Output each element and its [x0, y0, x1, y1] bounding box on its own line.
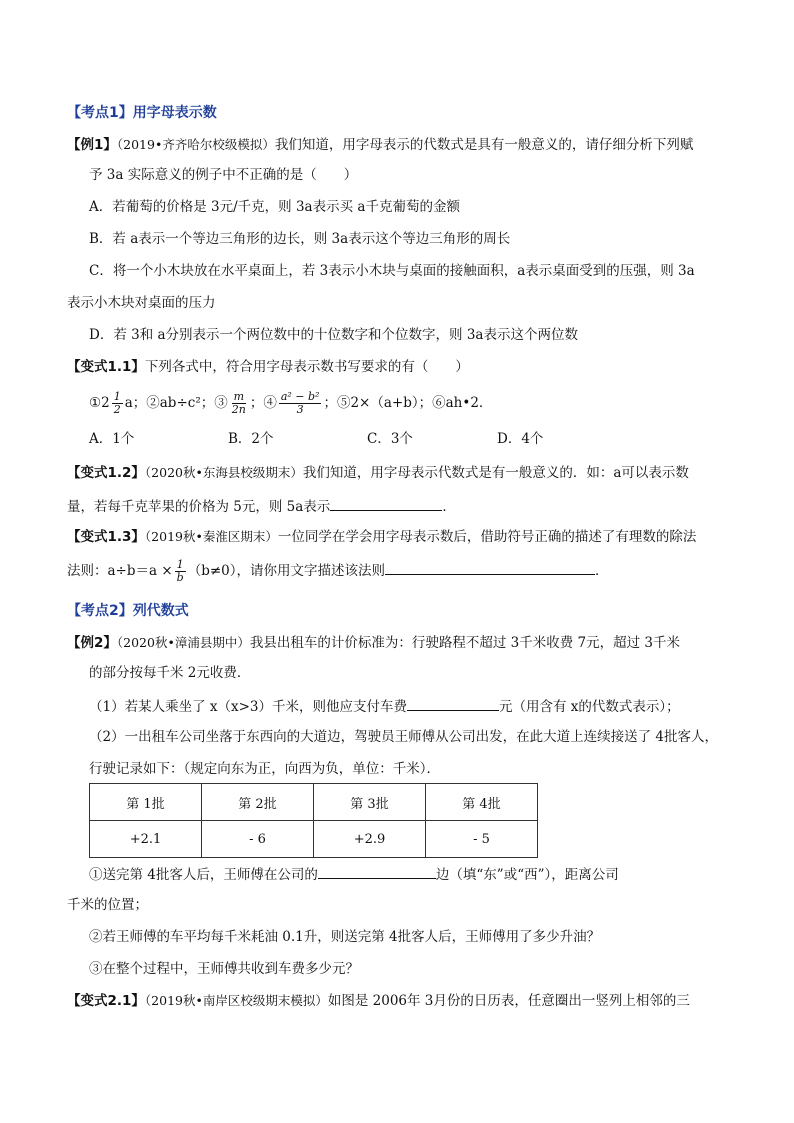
table-cell: +2.1 — [90, 821, 202, 858]
variant-1-1-option-c: C．3个 — [367, 431, 413, 447]
variant-1-3-fraction — [175, 559, 186, 584]
variant-1-2-line2-before: 量，若每千克苹果的价格为 5元，则 5a表示 — [67, 499, 331, 515]
section-1-label: 【考点1】 — [67, 105, 133, 121]
table-header-row — [90, 784, 538, 821]
item-1-prefix: ①2 — [89, 395, 110, 411]
variant-1-1-option-b: B．2个 — [228, 431, 274, 447]
table-header-cell: 第 4批 — [426, 784, 538, 821]
variant-1-3-line2-after: ． — [595, 563, 609, 579]
variant-1-3-numerator: 1 — [176, 558, 184, 571]
item-1-denominator: 2 — [113, 403, 121, 416]
variant-1-2-label: 【变式1.2】 — [67, 465, 145, 481]
table-cell: - 6 — [202, 821, 314, 858]
sub-question-3: ③在整个过程中，王师傅共收到车费多少元？ — [89, 961, 359, 977]
item-1-fraction — [112, 391, 123, 416]
example-1-option-a: A．若葡萄的价格是 3元/千克，则 3a表示买 a千克葡萄的金额 — [89, 199, 460, 215]
table-cell: - 5 — [426, 821, 538, 858]
item-1-numerator: 1 — [113, 390, 121, 403]
item-3-fraction — [230, 391, 248, 416]
section-1-heading — [67, 104, 217, 122]
variant-1-2-answer-blank[interactable] — [330, 496, 442, 511]
variant-1-3-denominator: b — [176, 571, 184, 584]
item-4-denominator: 3 — [296, 403, 304, 416]
section-2-title: 列代数式 — [132, 603, 189, 619]
variant-1-1-stem-text: 下列各式中，符合用字母表示数书写要求的有（ ） — [144, 359, 469, 375]
section-2-heading — [67, 602, 189, 620]
variant-2-1-label: 【变式2.1】 — [67, 993, 145, 1009]
variant-1-3-answer-blank[interactable] — [385, 560, 595, 575]
example-2-label: 【例2】 — [67, 635, 117, 651]
sub-question-1-line2: 千米的位置； — [67, 897, 148, 913]
variant-1-3-line2-before: 法则：a÷b＝a × — [67, 563, 173, 579]
example-2-line1 — [67, 634, 680, 652]
variant-1-2-text: 我们知道，用字母表示代数式是有一般意义的．如：a可以表示数 — [302, 465, 689, 481]
item-4-suffix: ；⑤2×（a+b）；⑥ah•2． — [323, 395, 493, 411]
variant-1-3-label: 【变式1.3】 — [67, 529, 145, 545]
example-1-option-b: B．若 a表示一个等边三角形的边长，则 3a表示这个等边三角形的周长 — [89, 231, 511, 247]
example-2-line2: 的部分按每千米 2元收费． — [89, 665, 251, 681]
variant-2-1-text: 如图是 2006年 3月份的日历表，任意圈出一竖列上相邻的三 — [327, 993, 690, 1009]
sub-question-1-after: 边（填“东”或“西”），距离公司 — [435, 867, 619, 883]
variant-1-1-option-a: A．1个 — [89, 431, 135, 447]
item-3-denominator: 2n — [231, 403, 246, 416]
table-cell: +2.9 — [314, 821, 426, 858]
variant-1-2-line2-after: ． — [442, 499, 456, 515]
example-1-source: （2019•齐齐哈尔校级模拟） — [116, 137, 275, 152]
item-4-fraction — [279, 391, 322, 416]
item-3-suffix: ；④ — [249, 395, 277, 411]
example-2-text: 我县出租车的计价标准为：行驶路程不超过 3千米收费 7元，超过 3千米 — [249, 635, 680, 651]
question-1-before: （1）若某人乘坐了 x（x>3）千米，则他应支付车费 — [89, 699, 408, 715]
variant-1-2-line1 — [67, 464, 689, 482]
trip-record-table — [89, 783, 538, 858]
sub-question-2: ②若王师傅的车平均每千米耗油 0.1升，则送完第 4批客人后，王师傅用了多少升油？ — [89, 929, 601, 945]
example-1-stem — [67, 136, 693, 154]
example-1-stem-line1: 我们知道，用字母表示的代数式是具有一般意义的，请仔细分析下列赋 — [274, 137, 694, 153]
variant-1-3-line1 — [67, 528, 696, 546]
section-2-label: 【考点2】 — [67, 603, 133, 619]
example-1-option-c-line1: C．将一个小木块放在水平桌面上，若 3表示小木块与桌面的接触面积，a表示桌面受到的压强，则 3a — [89, 263, 695, 279]
sub-question-1 — [89, 864, 619, 884]
variant-1-1-stem — [67, 358, 469, 376]
example-1-stem-line2: 予 3a 实际意义的例子中不正确的是（ ） — [89, 167, 358, 183]
example-2-question-1 — [89, 696, 680, 716]
section-1-title: 用字母表示数 — [132, 105, 217, 121]
item-4-numerator: a² − b² — [280, 390, 320, 403]
sub-question-1-before: ①送完第 4批客人后，王师傅在公司的 — [89, 867, 318, 883]
item-3-numerator: m — [233, 390, 244, 403]
variant-1-2-source: （2020秋•东海县校级期末） — [144, 465, 303, 480]
variant-1-2-line2 — [67, 496, 456, 516]
variant-2-1-source: （2019秋•南岸区校级期末模拟） — [144, 993, 328, 1008]
example-1-option-c-line2: 表示小木块对桌面的压力 — [67, 295, 216, 311]
table-header-cell: 第 2批 — [202, 784, 314, 821]
item-1-suffix: a；②ab÷c²；③ — [124, 395, 228, 411]
example-1-label: 【例1】 — [67, 137, 117, 153]
question-1-after: 元（用含有 x的代数式表示）； — [499, 699, 680, 715]
variant-1-1-items — [89, 388, 492, 420]
variant-2-1-line1 — [67, 992, 690, 1010]
variant-1-3-text: 一位同学在学会用字母表示数后，借助符号正确的描述了有理数的除法 — [277, 529, 697, 545]
table-header-cell: 第 1批 — [90, 784, 202, 821]
variant-1-3-source: （2019秋•秦淮区期末） — [144, 529, 278, 544]
table-header-cell: 第 3批 — [314, 784, 426, 821]
example-2-question-2-line2: 行驶记录如下：（规定向东为正，向西为负，单位：千米）． — [89, 761, 440, 777]
sub-question-1-answer-blank[interactable] — [318, 864, 436, 879]
example-2-source: （2020秋•漳浦县期中） — [116, 635, 250, 650]
variant-1-3-line2 — [67, 556, 609, 588]
variant-1-1-option-d: D．4个 — [497, 431, 544, 447]
example-1-option-d: D．若 3和 a分别表示一个两位数中的十位数字和个位数字，则 3a表示这个两位数 — [89, 327, 578, 343]
question-1-answer-blank[interactable] — [407, 696, 499, 711]
variant-1-1-label: 【变式1.1】 — [67, 359, 145, 375]
example-2-question-2-line1: （2）一出租车公司坐落于东西向的大道边，驾驶员王师傅从公司出发，在此大道上连续接送了 4批客人， — [89, 729, 718, 745]
variant-1-3-line2-middle: （b≠0），请你用文字描述该法则 — [187, 563, 385, 579]
table-row — [90, 821, 538, 858]
